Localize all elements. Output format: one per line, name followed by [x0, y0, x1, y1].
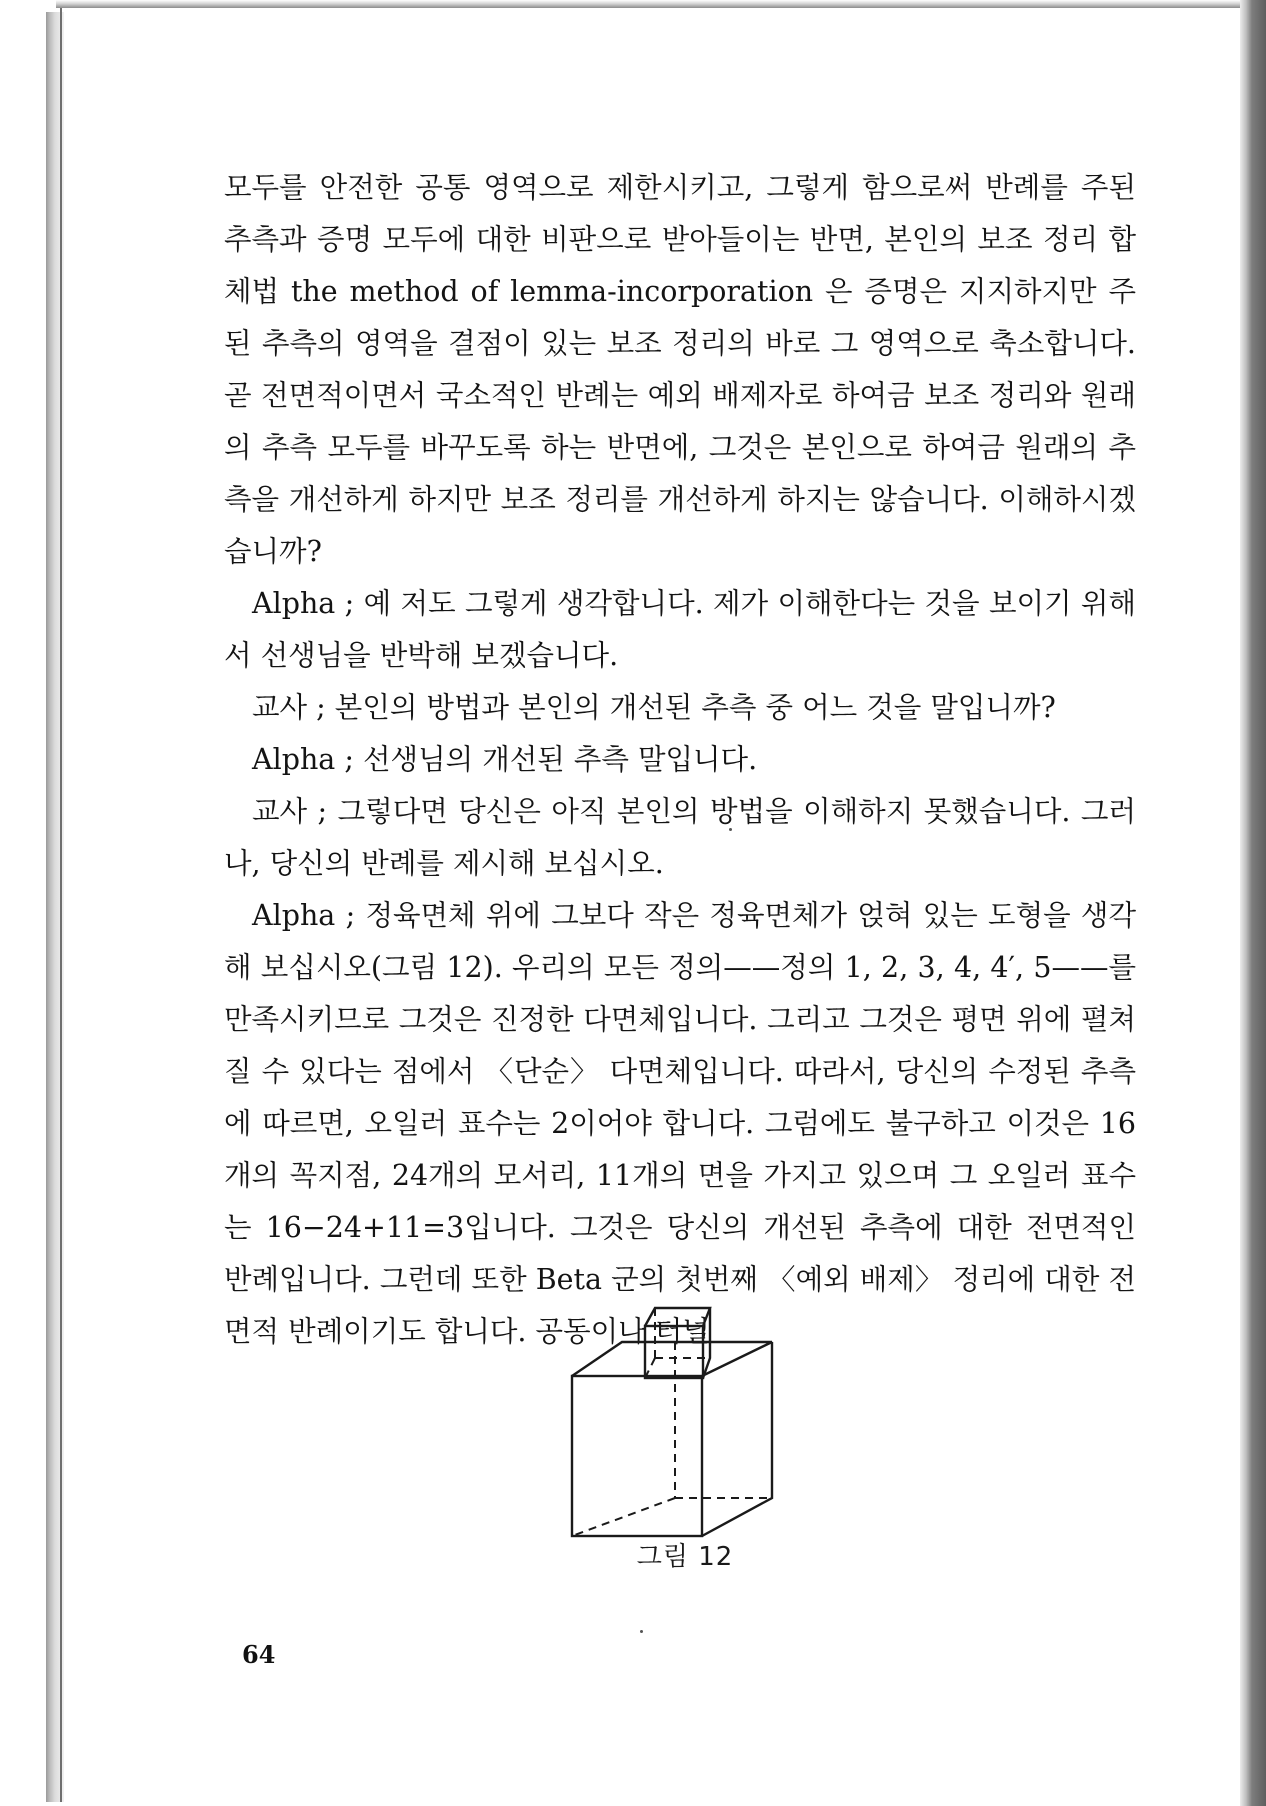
page-top-edge	[56, 0, 1246, 8]
page-right-shadow-edge	[1240, 0, 1266, 1806]
paragraph-3: 교사 ; 본인의 방법과 본인의 개선된 추측 중 어느 것을 말입니까?	[252, 691, 1056, 724]
paragraph-4: Alpha ; 선생님의 개선된 추측 말입니다.	[252, 743, 758, 776]
figure-caption: 그림 12	[636, 1542, 734, 1572]
figure-12-stacked-cubes	[560, 1300, 810, 1540]
cube-on-cube-drawing	[560, 1300, 810, 1540]
large-cube-front-face	[572, 1376, 702, 1536]
paragraph-5: 교사 ; 그렇다면 당신은 아직 본인의 방법을 이해하지 못했습니다. 그러나, 당신의 반례를 제시해 보십시오.	[224, 795, 1136, 880]
body-text	[224, 162, 1136, 1358]
scan-speck	[729, 828, 732, 831]
paragraph-2: Alpha ; 예 저도 그렇게 생각합니다. 제가 이해한다는 것을 보이기 위해서 선생님을 반박해 보겠습니다.	[224, 587, 1136, 672]
paragraph-6: Alpha ; 정육면체 위에 그보다 작은 정육면체가 얹혀 있는 도형을 생각해 보십시오(그림 12). 우리의 모든 정의——정의 1, 2, 3, 4, 4′, 5——를 만족시키므로 그것은 진정한 다면체입니다. 그리고 그것은 평면 위에 펼쳐질 수 있다는 점에서 〈단순〉 다면체입니다. 따라서, 당신의 수정된 추측에 따르면, 오일러 표수는 2이어야 합니다. 그럼에도 불구하고 이것은 16개의 꼭지점, 24개의 모서리, 11개의 면을 가지고 있으며 그 오일러 표수는 16−24+11=3입니다. 그것은 당신의 개선된 추측에 대한 전면적인 반례입니다. 그런데 또한 Beta 군의 첫번째 〈예외 배제〉 정리에 대한 전면적 반례이기도 합니다. 공동이나 터널	[224, 899, 1136, 1348]
page-left-border-line	[60, 8, 62, 1802]
page-number: 64	[242, 1640, 276, 1669]
paragraph-1: 모두를 안전한 공통 영역으로 제한시키고, 그렇게 함으로써 반례를 주된 추측과 증명 모두에 대한 비판으로 받아들이는 반면, 본인의 보조 정리 합체법 the method of lemma-incorporation 은 증명은 지지하지만 주된 추측의 영역을 결점이 있는 보조 정리의 바로 그 영역으로 축소합니다. 곧 전면적이면서 국소적인 반례는 예외 배제자로 하여금 보조 정리와 원래의 추측 모두를 바꾸도록 하는 반면에, 그것은 본인으로 하여금 원래의 추측을 개선하게 하지만 보조 정리를 개선하게 하지는 않습니다. 이해하시겠습니까?	[224, 171, 1136, 568]
large-cube-hidden-depth-edge	[572, 1498, 675, 1536]
scan-speck	[640, 1630, 643, 1633]
